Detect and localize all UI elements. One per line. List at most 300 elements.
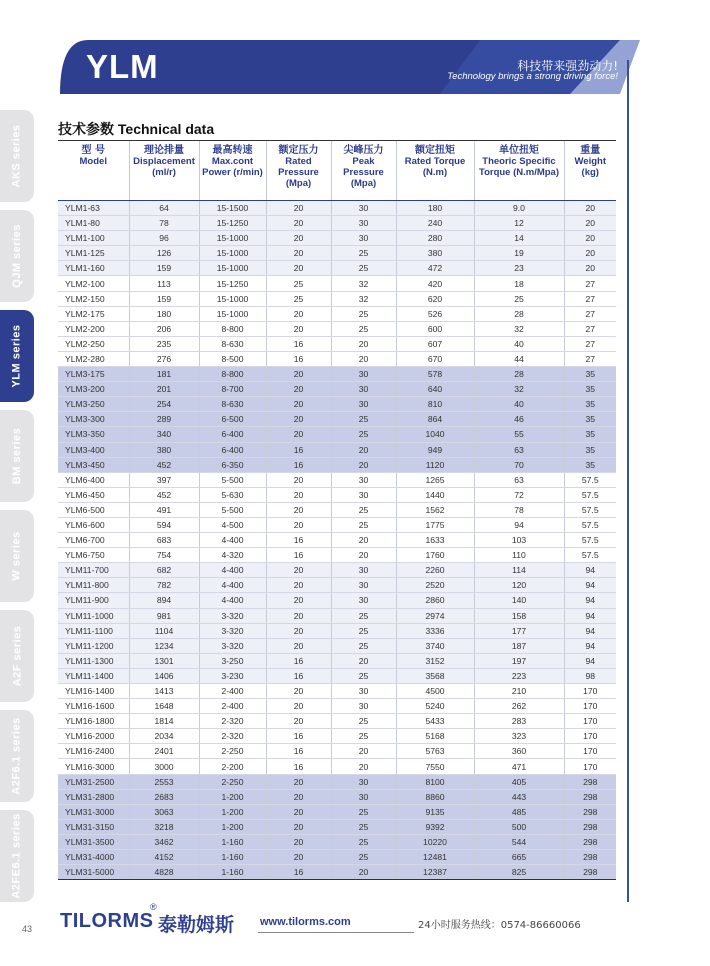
model-cell: YLM11-1100: [58, 623, 129, 638]
table-cell: 491: [129, 502, 199, 517]
table-cell: 159: [129, 291, 199, 306]
table-cell: 9392: [396, 819, 474, 834]
table-cell: 94: [564, 563, 616, 578]
table-row: [58, 412, 616, 427]
table-cell: 20: [266, 382, 331, 397]
table-cell: 276: [129, 351, 199, 366]
table-cell: 1120: [396, 457, 474, 472]
model-cell: YLM3-400: [58, 442, 129, 457]
table-cell: 3152: [396, 653, 474, 668]
table-row: [58, 834, 616, 849]
table-cell: 594: [129, 517, 199, 532]
model-cell: YLM3-350: [58, 427, 129, 442]
table-cell: 20: [564, 246, 616, 261]
page-number: 43: [22, 924, 33, 934]
table-cell: 1265: [396, 472, 474, 487]
table-row: [58, 321, 616, 336]
table-cell: 1234: [129, 638, 199, 653]
table-cell: 600: [396, 321, 474, 336]
table-cell: 8-630: [199, 336, 266, 351]
table-cell: 5-630: [199, 487, 266, 502]
table-cell: 298: [564, 819, 616, 834]
model-cell: YLM1-100: [58, 231, 129, 246]
table-cell: 20: [266, 699, 331, 714]
table-cell: 27: [564, 321, 616, 336]
table-cell: 20: [266, 487, 331, 502]
model-cell: YLM16-1600: [58, 699, 129, 714]
table-cell: 20: [331, 865, 396, 880]
table-cell: 20: [564, 261, 616, 276]
table-cell: 443: [474, 789, 564, 804]
tab-a2f61-series[interactable]: A2F6.1 series: [0, 710, 34, 802]
table-row: [58, 517, 616, 532]
table-cell: 10220: [396, 834, 474, 849]
table-cell: 1-200: [199, 804, 266, 819]
table-cell: 94: [564, 623, 616, 638]
table-cell: 32: [474, 382, 564, 397]
table-cell: 113: [129, 276, 199, 291]
table-cell: 103: [474, 533, 564, 548]
table-cell: 1406: [129, 668, 199, 683]
table-row: [58, 291, 616, 306]
table-cell: 2860: [396, 593, 474, 608]
table-cell: 683: [129, 533, 199, 548]
column-header-cn: 型 号: [81, 145, 105, 156]
table-cell: 25: [331, 623, 396, 638]
table-cell: 20: [331, 336, 396, 351]
table-cell: 23: [474, 261, 564, 276]
table-cell: 197: [474, 653, 564, 668]
model-cell: YLM16-2000: [58, 729, 129, 744]
table-cell: 30: [331, 684, 396, 699]
column-header-en: Weight (kg): [574, 156, 606, 178]
model-cell: YLM3-175: [58, 367, 129, 382]
table-row: [58, 578, 616, 593]
table-cell: 25: [331, 412, 396, 427]
table-cell: 380: [129, 442, 199, 457]
table-cell: 16: [266, 533, 331, 548]
table-cell: 8-700: [199, 382, 266, 397]
table-cell: 70: [474, 457, 564, 472]
table-cell: 8-500: [199, 351, 266, 366]
model-cell: YLM1-125: [58, 246, 129, 261]
table-cell: 30: [331, 472, 396, 487]
table-row: [58, 216, 616, 231]
table-cell: 30: [331, 699, 396, 714]
table-cell: 44: [474, 351, 564, 366]
table-cell: 452: [129, 457, 199, 472]
table-cell: 5168: [396, 729, 474, 744]
table-cell: 20: [331, 548, 396, 563]
table-cell: 30: [331, 774, 396, 789]
model-cell: YLM6-500: [58, 502, 129, 517]
table-cell: 30: [331, 487, 396, 502]
table-cell: 72: [474, 487, 564, 502]
table-cell: 1301: [129, 653, 199, 668]
table-cell: 19: [474, 246, 564, 261]
table-cell: 32: [331, 291, 396, 306]
column-header: [58, 141, 129, 201]
table-cell: 864: [396, 412, 474, 427]
table-cell: 20: [266, 412, 331, 427]
table-cell: 25: [266, 291, 331, 306]
table-cell: 4-400: [199, 533, 266, 548]
table-cell: 4152: [129, 850, 199, 865]
table-cell: 894: [129, 593, 199, 608]
tab-w-series[interactable]: W series: [0, 510, 34, 602]
table-cell: 170: [564, 714, 616, 729]
table-cell: 9.0: [474, 201, 564, 216]
table-cell: 14: [474, 231, 564, 246]
table-cell: 2520: [396, 578, 474, 593]
tab-a2f-series[interactable]: A2F series: [0, 610, 34, 702]
table-cell: 7550: [396, 759, 474, 774]
table-cell: 25: [331, 668, 396, 683]
model-cell: YLM3-200: [58, 382, 129, 397]
table-row: [58, 638, 616, 653]
column-header-cn: 尖峰压力: [343, 145, 384, 156]
table-cell: 298: [564, 774, 616, 789]
table-cell: 25: [331, 819, 396, 834]
table-cell: 35: [564, 367, 616, 382]
column-header-en: Rated Pressure (Mpa): [278, 156, 319, 189]
table-cell: 2974: [396, 608, 474, 623]
table-cell: 30: [331, 578, 396, 593]
model-cell: YLM16-1800: [58, 714, 129, 729]
table-cell: 1413: [129, 684, 199, 699]
table-cell: 94: [564, 593, 616, 608]
model-cell: YLM3-450: [58, 457, 129, 472]
table-cell: 20: [266, 517, 331, 532]
table-cell: 1-200: [199, 789, 266, 804]
tab-a2fe61-series[interactable]: A2FE6.1 series: [0, 810, 34, 902]
table-cell: 57.5: [564, 502, 616, 517]
table-cell: 6-400: [199, 442, 266, 457]
table-cell: 94: [564, 653, 616, 668]
section-title: 技术参数 Technical data: [58, 121, 215, 137]
table-cell: 981: [129, 608, 199, 623]
table-cell: 28: [474, 367, 564, 382]
table-cell: 201: [129, 382, 199, 397]
table-cell: 1648: [129, 699, 199, 714]
table-cell: 2260: [396, 563, 474, 578]
table-cell: 4500: [396, 684, 474, 699]
table-cell: 682: [129, 563, 199, 578]
table-cell: 1633: [396, 533, 474, 548]
table-cell: 8-800: [199, 321, 266, 336]
table-cell: 12387: [396, 865, 474, 880]
table-cell: 110: [474, 548, 564, 563]
table-row: [58, 668, 616, 683]
table-cell: 640: [396, 382, 474, 397]
table-cell: 1-200: [199, 819, 266, 834]
table-cell: 27: [564, 306, 616, 321]
table-cell: 30: [331, 789, 396, 804]
table-row: [58, 865, 616, 880]
table-cell: 120: [474, 578, 564, 593]
table-cell: 5763: [396, 744, 474, 759]
table-cell: 289: [129, 412, 199, 427]
table-cell: 1104: [129, 623, 199, 638]
table-cell: 4828: [129, 865, 199, 880]
table-cell: 5240: [396, 699, 474, 714]
model-cell: YLM31-2800: [58, 789, 129, 804]
table-cell: 6-500: [199, 412, 266, 427]
table-cell: 2-400: [199, 699, 266, 714]
table-cell: 2-250: [199, 774, 266, 789]
table-cell: 223: [474, 668, 564, 683]
table-cell: 380: [396, 246, 474, 261]
table-cell: 78: [129, 216, 199, 231]
table-cell: 3063: [129, 804, 199, 819]
table-cell: 500: [474, 819, 564, 834]
table-cell: 420: [396, 276, 474, 291]
table-row: [58, 231, 616, 246]
table-cell: 27: [564, 336, 616, 351]
table-cell: 1440: [396, 487, 474, 502]
table-cell: 35: [564, 457, 616, 472]
model-cell: YLM31-3500: [58, 834, 129, 849]
table-cell: 3740: [396, 638, 474, 653]
table-cell: 340: [129, 427, 199, 442]
model-cell: YLM31-4000: [58, 850, 129, 865]
table-cell: 20: [331, 744, 396, 759]
table-cell: 5-500: [199, 472, 266, 487]
table-cell: 1760: [396, 548, 474, 563]
table-cell: 8-630: [199, 397, 266, 412]
table-cell: 2401: [129, 744, 199, 759]
table-cell: 35: [564, 412, 616, 427]
column-header-cn: 单位扭矩: [499, 145, 539, 156]
table-cell: 360: [474, 744, 564, 759]
model-cell: YLM3-250: [58, 397, 129, 412]
column-header-en: Model: [79, 156, 107, 167]
table-cell: 607: [396, 336, 474, 351]
model-cell: YLM2-150: [58, 291, 129, 306]
tab-ylm-series[interactable]: YLM series: [0, 310, 34, 402]
right-divider: [627, 60, 629, 902]
table-row: [58, 367, 616, 382]
table-cell: 298: [564, 850, 616, 865]
model-cell: YLM16-2400: [58, 744, 129, 759]
table-cell: 78: [474, 502, 564, 517]
table-cell: 20: [266, 578, 331, 593]
table-cell: 15-1000: [199, 246, 266, 261]
table-cell: 1775: [396, 517, 474, 532]
table-cell: 16: [266, 653, 331, 668]
model-cell: YLM11-800: [58, 578, 129, 593]
table-cell: 20: [266, 819, 331, 834]
table-cell: 30: [331, 563, 396, 578]
column-header-en: Rated Torque (N.m): [404, 156, 466, 178]
table-cell: 2-320: [199, 714, 266, 729]
technical-data-table: [58, 140, 616, 880]
table-cell: 20: [331, 533, 396, 548]
model-cell: YLM2-200: [58, 321, 129, 336]
column-header: [396, 141, 474, 201]
table-cell: 40: [474, 336, 564, 351]
model-cell: YLM11-900: [58, 593, 129, 608]
table-cell: 2683: [129, 789, 199, 804]
table-cell: 4-500: [199, 517, 266, 532]
column-header: [564, 141, 616, 201]
table-cell: 158: [474, 608, 564, 623]
table-cell: 35: [564, 397, 616, 412]
table-cell: 170: [564, 744, 616, 759]
table-cell: 20: [266, 502, 331, 517]
column-header-en: Displacement (ml/r): [133, 156, 195, 178]
table-cell: 30: [331, 382, 396, 397]
table-cell: 20: [331, 351, 396, 366]
table-row: [58, 427, 616, 442]
model-cell: YLM2-175: [58, 306, 129, 321]
column-header: [474, 141, 564, 201]
table-cell: 16: [266, 759, 331, 774]
table-cell: 25: [331, 261, 396, 276]
table-cell: 25: [331, 804, 396, 819]
table-cell: 25: [331, 306, 396, 321]
table-row: [58, 744, 616, 759]
table-cell: 452: [129, 487, 199, 502]
table-row: [58, 442, 616, 457]
table-cell: 15-1500: [199, 201, 266, 216]
table-cell: 3000: [129, 759, 199, 774]
table-cell: 20: [266, 427, 331, 442]
table-cell: 471: [474, 759, 564, 774]
table-row: [58, 502, 616, 517]
model-cell: YLM1-80: [58, 216, 129, 231]
table-cell: 298: [564, 789, 616, 804]
table-cell: 126: [129, 246, 199, 261]
table-cell: 20: [266, 774, 331, 789]
table-cell: 20: [331, 442, 396, 457]
model-cell: YLM2-280: [58, 351, 129, 366]
table-cell: 20: [266, 216, 331, 231]
table-cell: 57.5: [564, 487, 616, 502]
table-cell: 25: [331, 638, 396, 653]
table-cell: 170: [564, 729, 616, 744]
table-cell: 15-1000: [199, 306, 266, 321]
table-cell: 20: [266, 850, 331, 865]
table-row: [58, 246, 616, 261]
website-link[interactable]: www.tilorms.com: [260, 916, 351, 928]
table-cell: 12481: [396, 850, 474, 865]
table-cell: 30: [331, 231, 396, 246]
tab-aks-series[interactable]: AKS series: [0, 110, 34, 202]
tab-bm-series[interactable]: BM series: [0, 410, 34, 502]
table-row: [58, 336, 616, 351]
table-cell: 262: [474, 699, 564, 714]
table-cell: 170: [564, 684, 616, 699]
table-cell: 620: [396, 291, 474, 306]
model-cell: YLM11-700: [58, 563, 129, 578]
table-cell: 8-800: [199, 367, 266, 382]
table-cell: 3568: [396, 668, 474, 683]
table-cell: 20: [266, 789, 331, 804]
table-cell: 25: [331, 246, 396, 261]
table-cell: 63: [474, 472, 564, 487]
table-row: [58, 850, 616, 865]
table-cell: 16: [266, 865, 331, 880]
brand-title: YLM: [86, 48, 159, 85]
table-cell: 25: [331, 608, 396, 623]
table-cell: 665: [474, 850, 564, 865]
table-cell: 30: [331, 216, 396, 231]
table-cell: 20: [266, 367, 331, 382]
table-cell: 485: [474, 804, 564, 819]
table-cell: 20: [266, 608, 331, 623]
table-row: [58, 623, 616, 638]
company-logo-cn: 泰勒姆斯: [158, 914, 235, 936]
model-cell: YLM2-100: [58, 276, 129, 291]
table-cell: 240: [396, 216, 474, 231]
table-cell: 27: [564, 351, 616, 366]
table-cell: 15-1000: [199, 231, 266, 246]
column-header-en: Theoric Specific Torque (N.m/Mpa): [478, 156, 560, 178]
table-cell: 20: [266, 714, 331, 729]
table-cell: 20: [564, 231, 616, 246]
column-header-cn: 额定扭矩: [415, 145, 455, 156]
table-cell: 30: [331, 367, 396, 382]
table-cell: 323: [474, 729, 564, 744]
table-cell: 170: [564, 759, 616, 774]
table-cell: 397: [129, 472, 199, 487]
table-row: [58, 774, 616, 789]
table-row: [58, 487, 616, 502]
table-cell: 2553: [129, 774, 199, 789]
table-cell: 35: [564, 382, 616, 397]
table-cell: 16: [266, 668, 331, 683]
table-cell: 16: [266, 457, 331, 472]
table-cell: 4-400: [199, 578, 266, 593]
table-cell: 12: [474, 216, 564, 231]
footer-underline: [258, 932, 414, 933]
table-cell: 57.5: [564, 533, 616, 548]
table-cell: 1-160: [199, 865, 266, 880]
company-logo: TILORMS: [60, 910, 154, 932]
table-cell: 25: [266, 276, 331, 291]
table-cell: 20: [266, 321, 331, 336]
table-cell: 3-320: [199, 623, 266, 638]
tab-qjm-series[interactable]: QJM series: [0, 210, 34, 302]
table-row: [58, 261, 616, 276]
model-cell: YLM1-160: [58, 261, 129, 276]
table-cell: 96: [129, 231, 199, 246]
table-cell: 15-1000: [199, 291, 266, 306]
table-cell: 25: [331, 427, 396, 442]
table-cell: 1-160: [199, 850, 266, 865]
table-cell: 20: [266, 593, 331, 608]
column-header: [331, 141, 396, 201]
table-cell: 16: [266, 442, 331, 457]
table-cell: 20: [266, 563, 331, 578]
table-cell: 754: [129, 548, 199, 563]
table-cell: 3336: [396, 623, 474, 638]
model-cell: YLM11-1300: [58, 653, 129, 668]
model-cell: YLM11-1400: [58, 668, 129, 683]
table-row: [58, 548, 616, 563]
table-cell: 20: [266, 201, 331, 216]
table-cell: 27: [564, 276, 616, 291]
table-row: [58, 472, 616, 487]
table-cell: 2-250: [199, 744, 266, 759]
registered-mark: ®: [150, 902, 157, 912]
table-cell: 3-320: [199, 638, 266, 653]
table-cell: 4-400: [199, 593, 266, 608]
table-cell: 32: [331, 276, 396, 291]
table-cell: 20: [266, 623, 331, 638]
table-cell: 20: [266, 397, 331, 412]
